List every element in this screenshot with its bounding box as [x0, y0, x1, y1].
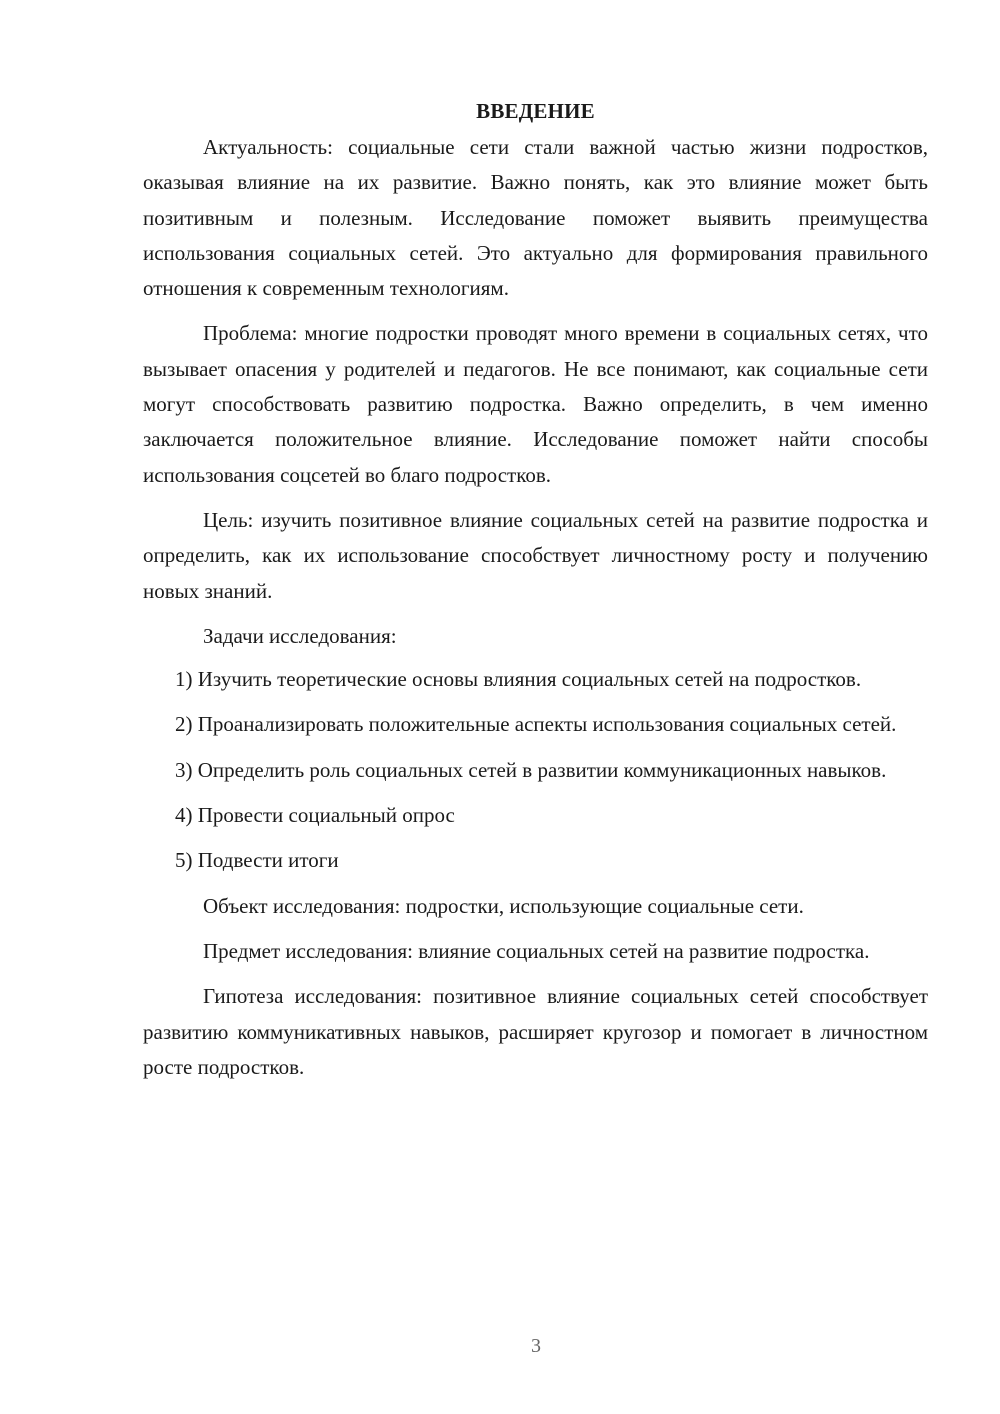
task-item-5: 5) Подвести итоги [175, 848, 339, 873]
page-content [143, 96, 928, 1095]
paragraph-goal: Цель: изучить позитивное влияние социальных сетей на развитие подростка и определить, как их использование способствует личностному росту и получению новых знаний. [143, 507, 928, 603]
page-number: 3 [531, 1335, 541, 1357]
section-heading: ВВЕДЕНИЕ [476, 99, 595, 123]
task-item-3: 3) Определить роль социальных сетей в развитии коммуникационных навыков. [175, 757, 887, 782]
task-item-4: 4) Провести социальный опрос [175, 803, 455, 828]
paragraph-relevance: Актуальность: социальные сети стали важной частью жизни подростков, оказывая влияние на их развитие. Важно понять, как это влияние может быть позитивным и полезным. Исследование поможет выявить преимущества использования социальных сетей. Это актуально для формирования правильного отношения к современным технологиям. [143, 135, 928, 301]
task-item-1: 1) Изучить теоретические основы влияния социальных сетей на подростков. [175, 667, 862, 692]
paragraph-problem: Проблема: многие подростки проводят много времени в социальных сетях, что вызывает опасения у родителей и педагогов. Не все понимают, как социальные сети могут способствовать развитию подростка. Важно определить, в чем именно заключается положительное влияние. Исследование поможет найти способы использования соцсетей во благо подростков. [143, 321, 928, 487]
paragraph-hypothesis: Гипотеза исследования: позитивное влияние социальных сетей способствует развитию коммуникативных навыков, расширяет кругозор и помогает в личностном росте подростков. [143, 984, 928, 1079]
paragraph-tasks-heading: Задачи исследования: [203, 623, 397, 648]
paragraph-subject: Предмет исследования: влияние социальных сетей на развитие подростка. [203, 938, 870, 963]
task-item-2: 2) Проанализировать положительные аспекты использования социальных сетей. [175, 712, 897, 737]
paragraph-object: Объект исследования: подростки, использующие социальные сети. [203, 893, 804, 918]
